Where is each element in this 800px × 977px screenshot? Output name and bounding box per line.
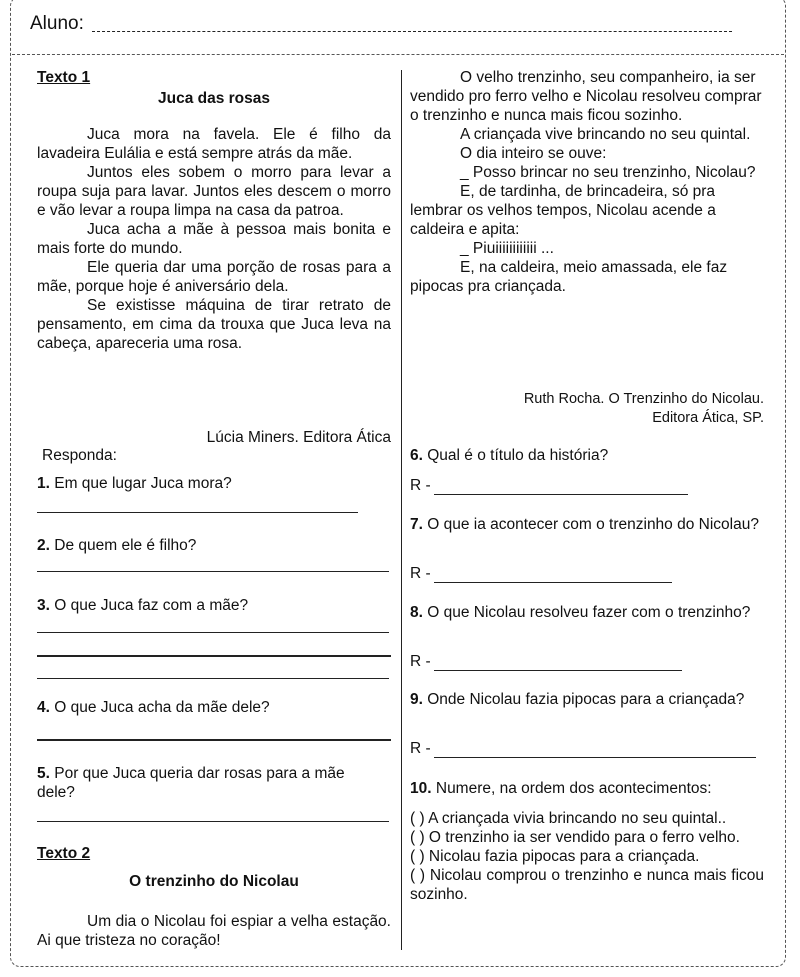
question-text: De quem ele é filho?: [49, 537, 197, 554]
text2-paragraph: E, na caldeira, meio amassada, ele faz pipocas pra criançada.: [410, 259, 728, 295]
answer-line-3b[interactable]: [37, 655, 391, 657]
text2-paragraph: O velho trenzinho, seu companheiro, ia ser vendido pro ferro velho e Nicolau resolveu comprar o trenzinho e nunca mais ficou sozinho.: [410, 69, 762, 124]
text2-continued: [410, 68, 764, 296]
question-body: [410, 690, 764, 709]
question-number: 9.: [410, 691, 423, 708]
answer-line-2[interactable]: [37, 571, 389, 572]
answer-prefix: R -: [410, 565, 431, 582]
question-10: [410, 779, 764, 798]
order-item[interactable]: ( ) A criançada vivia brincando no seu quintal..: [410, 810, 727, 827]
question-number: 4.: [37, 699, 50, 716]
question-text: O que Juca acha da mãe dele?: [49, 699, 270, 716]
question-number: 1.: [37, 475, 50, 492]
question-text: Por que Juca queria dar rosas para a mãe dele?: [37, 765, 345, 801]
question-text: Numere, na ordem dos acontecimentos:: [431, 780, 712, 797]
question-text: O que Juca faz com a mãe?: [49, 597, 249, 614]
question-5: [37, 764, 371, 802]
text2-paragraph: O dia inteiro se ouve:: [460, 145, 607, 162]
question-7: [410, 515, 764, 534]
question-text: Onde Nicolau fazia pipocas para a criançada?: [422, 691, 745, 708]
answer-line-4[interactable]: [37, 739, 391, 741]
question-text: Qual é o título da história?: [422, 447, 609, 464]
question-text: Em que lugar Juca mora?: [49, 475, 232, 492]
text2-title: O trenzinho do Nicolau: [129, 873, 299, 890]
answer-prefix: R -: [410, 477, 431, 494]
text2-credit-line1: Ruth Rocha. O Trenzinho do Nicolau.: [523, 391, 764, 407]
question-body: [410, 515, 764, 534]
question-body: [410, 603, 764, 622]
question-number: 2.: [37, 537, 50, 554]
question-8: [410, 603, 764, 622]
text1-label: Texto 1: [37, 69, 91, 86]
text1-body: [37, 125, 391, 353]
student-name-label: Aluno:: [30, 13, 84, 34]
text2-intro: [37, 912, 391, 950]
text1-paragraph: Juntos eles sobem o morro para levar a roupa suja para lavar. Juntos eles descem o morro e vão levar a roupa limpa na casa da patroa.: [37, 164, 391, 219]
answer-8[interactable]: [410, 652, 764, 671]
answer-prefix: R -: [410, 740, 431, 757]
question-number: 5.: [37, 765, 50, 782]
question-6: [410, 446, 764, 465]
answer-line[interactable]: [434, 656, 682, 671]
question-4: [37, 698, 391, 717]
answer-line[interactable]: [434, 568, 672, 583]
answer-line-5[interactable]: [37, 821, 389, 822]
order-item[interactable]: ( ) O trenzinho ia ser vendido para o ferro velho.: [410, 829, 740, 846]
text1-title: Juca das rosas: [157, 90, 270, 107]
question-9: [410, 690, 764, 709]
text2-paragraph: _ Piuiiiiiiiiiiii ...: [460, 240, 554, 257]
respond-label: Responda:: [42, 447, 117, 464]
answer-prefix: R -: [410, 653, 431, 670]
text2-credit-line2: Editora Ática, SP.: [652, 410, 764, 426]
answer-7[interactable]: [410, 564, 764, 583]
text1-paragraph: Juca mora na favela. Ele é filho da lavadeira Eulália e está sempre atrás da mãe.: [37, 126, 391, 162]
question-number: 7.: [410, 516, 423, 533]
text1-credit: Lúcia Miners. Editora Ática: [206, 429, 391, 446]
question-number: 10.: [410, 780, 432, 797]
question-number: 8.: [410, 604, 423, 621]
text1-paragraph: Se existisse máquina de tirar retrato de pensamento, em cima da trouxa que Juca leva na cabeça, apareceria uma rosa.: [37, 297, 391, 352]
question-text: O que ia acontecer com o trenzinho do Nicolau?: [422, 516, 759, 533]
question-number: 3.: [37, 597, 50, 614]
order-item[interactable]: ( ) Nicolau comprou o trenzinho e nunca mais ficou sozinho.: [410, 867, 764, 903]
text1-paragraph: Juca acha a mãe à pessoa mais bonita e mais forte do mundo.: [37, 221, 391, 257]
text2-intro-paragraph: Um dia o Nicolau foi espiar a velha estação. Ai que tristeza no coração!: [37, 913, 391, 949]
order-item[interactable]: ( ) Nicolau fazia pipocas para a criançada.: [410, 848, 700, 865]
text1-paragraph: Ele queria dar uma porção de rosas para a mãe, porque hoje é aniversário dela.: [37, 259, 391, 295]
question-1: [37, 474, 391, 493]
header-separator: [12, 54, 784, 55]
answer-9[interactable]: [410, 739, 764, 758]
question-3: [37, 596, 391, 615]
answer-6[interactable]: [410, 476, 764, 495]
column-divider: [401, 70, 402, 950]
text2-paragraph: _ Posso brincar no seu trenzinho, Nicolau?: [460, 164, 756, 181]
text2-paragraph: E, de tardinha, de brincadeira, só pra lembrar os velhos tempos, Nicolau acende a caldeira e apita:: [410, 183, 716, 238]
question-text: O que Nicolau resolveu fazer com o trenzinho?: [422, 604, 751, 621]
order-list: [410, 809, 764, 904]
answer-line-1[interactable]: [37, 512, 358, 513]
answer-line-3a[interactable]: [37, 632, 389, 633]
question-number: 6.: [410, 447, 423, 464]
question-2: [37, 536, 391, 555]
answer-line[interactable]: [434, 480, 688, 495]
answer-line[interactable]: [434, 743, 756, 758]
text2-label: Texto 2: [37, 845, 91, 862]
text2-paragraph: A criançada vive brincando no seu quintal.: [460, 126, 751, 143]
answer-line-3c[interactable]: [37, 678, 389, 679]
student-name-field[interactable]: [92, 31, 732, 32]
